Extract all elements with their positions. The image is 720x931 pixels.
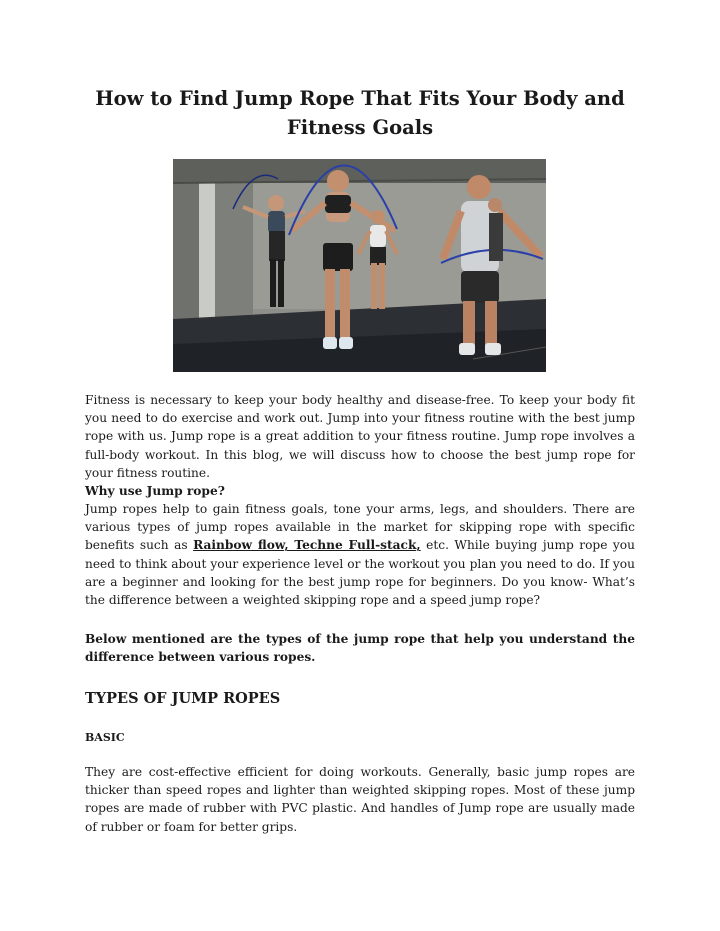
basic-heading: BASIC [85, 731, 125, 744]
hero-photo [173, 159, 546, 372]
types-heading: TYPES OF JUMP ROPES [85, 690, 281, 707]
why-heading: Why use Jump rope? [85, 484, 225, 498]
why-paragraph [85, 500, 635, 609]
why-text-before: Jump ropes help to gain fitness goals, tone your arms, legs, and shoulders. There are various types of jump ropes available in the market for skipping rope with specific benefits such as [85, 502, 635, 553]
why-text-after: etc. While buying jump rope you need to think about your experience level or the workout you plan you need to do. If you are a beginner and looking for the best jump rope for beginners. Do you know- What’s the difference between a weighted skipping rope and a speed jump rope? [85, 538, 635, 608]
basic-paragraph: They are cost-effective efficient for doing workouts. Generally, basic jump ropes are thicker than speed ropes and lighter than weighted skipping ropes. Most of these jump ropes are made of rubber with PVC plastic. And handles of Jump rope are usually made of rubber or foam for better grips. [85, 765, 635, 834]
intro-paragraph: Fitness is necessary to keep your body healthy and disease-free. To keep your body fit you need to do exercise and work out. Jump into your fitness routine with the best jump rope with us. Jump rope is a great addition to your fitness routine. Jump rope involves a full-body workout. In this blog, we will discuss how to choose the best jump rope for your fitness routine. [85, 393, 635, 480]
types-intro: Below mentioned are the types of the jump rope that help you understand the difference between various ropes. [85, 632, 635, 665]
page-title: How to Find Jump Rope That Fits Your Body and Fitness Goals [95, 87, 625, 139]
rope-products-link[interactable]: Rainbow flow, Techne Full-stack, [193, 538, 421, 553]
